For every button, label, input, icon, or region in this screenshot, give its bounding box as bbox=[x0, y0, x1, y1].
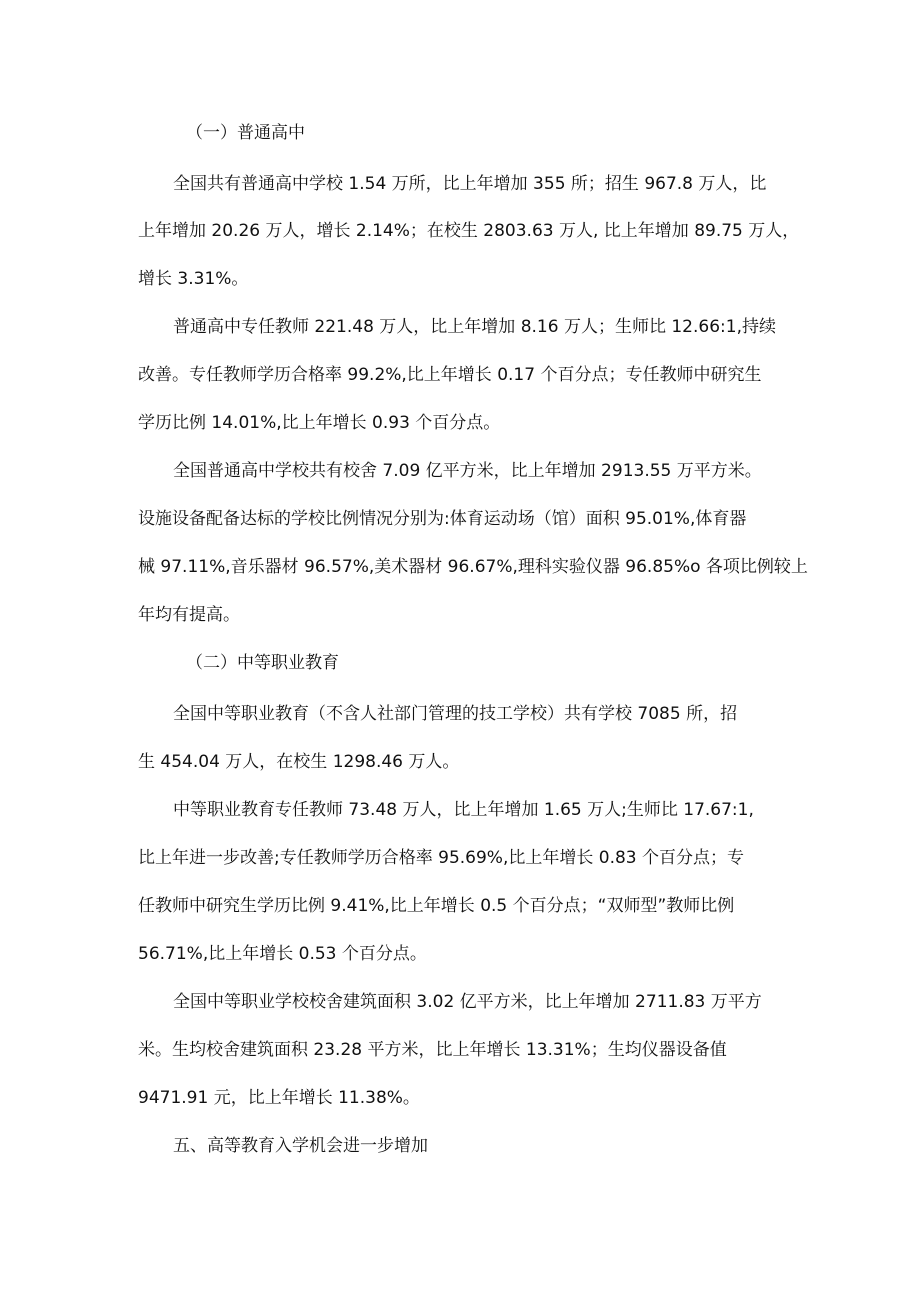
paragraph-line: 中等职业教育专任教师 73.48 万人，比上年增加 1.65 万人;生师比 17.67:1, bbox=[173, 800, 754, 820]
paragraph-line: 9471.91 元，比上年增长 11.38%。 bbox=[138, 1088, 420, 1108]
paragraph-line: 械 97.11%,音乐器材 96.57%,美术器材 96.67%,理科实验仪器 96.85%o 各项比例较上 bbox=[138, 557, 808, 577]
paragraph-line: 增长 3.31%。 bbox=[138, 269, 249, 289]
paragraph-line: 设施设备配备达标的学校比例情况分别为:体育运动场（馆）面积 95.01%,体育器 bbox=[138, 509, 747, 529]
paragraph-line: 年均有提高。 bbox=[138, 605, 240, 625]
paragraph-line: 全国普通高中学校共有校舍 7.09 亿平方米，比上年增加 2913.55 万平方米。 bbox=[173, 461, 762, 481]
paragraph-line: 56.71%,比上年增长 0.53 个百分点。 bbox=[138, 944, 427, 964]
paragraph-line: 上年增加 20.26 万人，增长 2.14%；在校生 2803.63 万人, 比上年增加 89.75 万人， bbox=[138, 221, 800, 241]
paragraph-line: 普通高中专任教师 221.48 万人，比上年增加 8.16 万人；生师比 12.66:1,持续 bbox=[173, 317, 776, 337]
paragraph-line: 改善。专任教师学历合格率 99.2%,比上年增长 0.17 个百分点；专任教师中研究生 bbox=[138, 365, 762, 385]
section-heading-general-high-school: （一）普通高中 bbox=[186, 123, 305, 143]
paragraph-line: 米。生均校舍建筑面积 23.28 平方米，比上年增长 13.31%；生均仪器设备值 bbox=[138, 1040, 727, 1060]
paragraph-line: 任教师中研究生学历比例 9.41%,比上年增长 0.5 个百分点；“双师型”教师比例 bbox=[138, 896, 735, 916]
paragraph-line: 学历比例 14.01%,比上年增长 0.93 个百分点。 bbox=[138, 413, 501, 433]
paragraph-line: 生 454.04 万人，在校生 1298.46 万人。 bbox=[138, 752, 460, 772]
section-heading-secondary-vocational: （二）中等职业教育 bbox=[186, 653, 339, 673]
paragraph-line: 全国中等职业学校校舍建筑面积 3.02 亿平方米，比上年增加 2711.83 万平方 bbox=[173, 992, 762, 1012]
paragraph-line: 比上年进一步改善;专任教师学历合格率 95.69%,比上年增长 0.83 个百分点；专 bbox=[138, 848, 745, 868]
paragraph-line: 全国中等职业教育（不含人社部门管理的技工学校）共有学校 7085 所，招 bbox=[173, 704, 738, 724]
paragraph-line: 全国共有普通高中学校 1.54 万所，比上年增加 355 所；招生 967.8 万人，比 bbox=[173, 174, 767, 194]
section-heading-higher-education: 五、高等教育入学机会进一步增加 bbox=[173, 1136, 428, 1156]
